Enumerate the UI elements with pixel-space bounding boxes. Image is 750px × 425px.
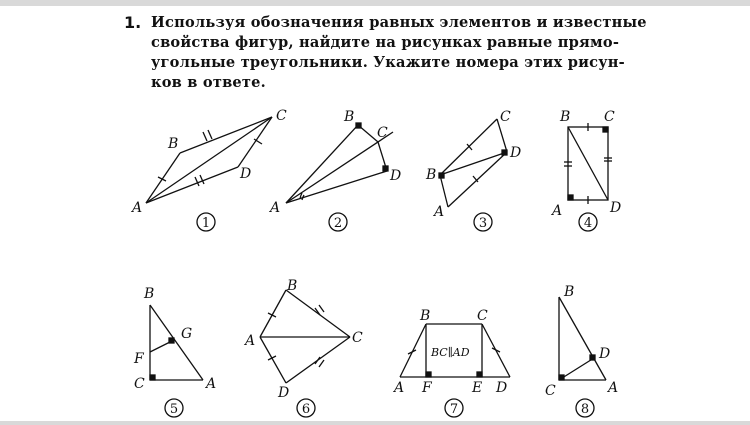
fig1-label-a: A <box>132 200 143 216</box>
fig5-number: 5 <box>169 402 179 417</box>
fig7-label-b: B <box>420 308 431 324</box>
fig1-number: 1 <box>201 216 211 231</box>
fig1-label-d: D <box>240 166 252 182</box>
fig6-label-a: A <box>245 333 256 349</box>
fig4-label-b: B <box>560 109 571 125</box>
figure-3-drawing <box>439 119 507 207</box>
fig4-number: 4 <box>583 216 593 231</box>
fig5-label-a: A <box>206 376 217 392</box>
fig2-number: 2 <box>333 216 343 231</box>
fig7-label-c: C <box>477 308 488 324</box>
fig8-label-d: D <box>599 346 611 362</box>
fig8-number: 8 <box>580 402 590 417</box>
task-line: ков в ответе. <box>151 74 266 91</box>
fig8-label-a: A <box>608 380 619 396</box>
fig4-label-d: D <box>610 200 622 216</box>
fig2-label-d: D <box>390 168 402 184</box>
fig4-label-a: A <box>552 203 563 219</box>
fig5-label-c: C <box>134 376 145 392</box>
fig5-label-g: G <box>181 326 193 342</box>
fig2-label-b: B <box>344 109 355 125</box>
task-line: свойства фигур, найдите на рисунках равные прямо- <box>151 34 620 51</box>
fig1-label-c: C <box>276 108 287 124</box>
fig2-label-a: A <box>270 200 281 216</box>
figure-8-drawing <box>559 297 606 380</box>
fig7-label-f: F <box>422 380 432 396</box>
fig8-label-c: C <box>545 383 556 399</box>
task-line: Используя обозначения равных элементов и известные <box>151 14 647 31</box>
fig7-number: 7 <box>449 402 459 417</box>
task-line: угольные треугольники. Укажите номера этих рисун- <box>151 54 625 71</box>
bottom-divider <box>0 421 750 425</box>
fig1-label-b: B <box>168 136 179 152</box>
fig3-label-b: B <box>426 167 437 183</box>
fig3-label-c: C <box>500 109 511 125</box>
fig7-label-d: D <box>496 380 508 396</box>
fig6-number: 6 <box>301 402 311 417</box>
fig2-label-c: C <box>377 125 388 141</box>
fig8-label-b: B <box>564 284 575 300</box>
figure-6-drawing <box>260 290 350 383</box>
fig7-label-e: E <box>472 380 483 396</box>
figure-5-drawing <box>150 305 203 380</box>
fig5-label-f: F <box>134 351 144 367</box>
fig7-note: BC∥AD <box>431 346 470 359</box>
task-number: 1. <box>124 13 142 32</box>
fig7-label-a: A <box>394 380 405 396</box>
fig6-label-d: D <box>278 385 290 401</box>
fig4-label-c: C <box>604 109 615 125</box>
fig3-label-a: A <box>434 204 445 220</box>
figure-1-drawing <box>146 117 272 203</box>
figure-4-drawing <box>564 123 612 204</box>
fig6-label-b: B <box>287 278 298 294</box>
fig3-number: 3 <box>478 216 488 231</box>
fig6-label-c: C <box>352 330 363 346</box>
fig5-label-b: B <box>144 286 155 302</box>
fig3-label-d: D <box>510 145 522 161</box>
